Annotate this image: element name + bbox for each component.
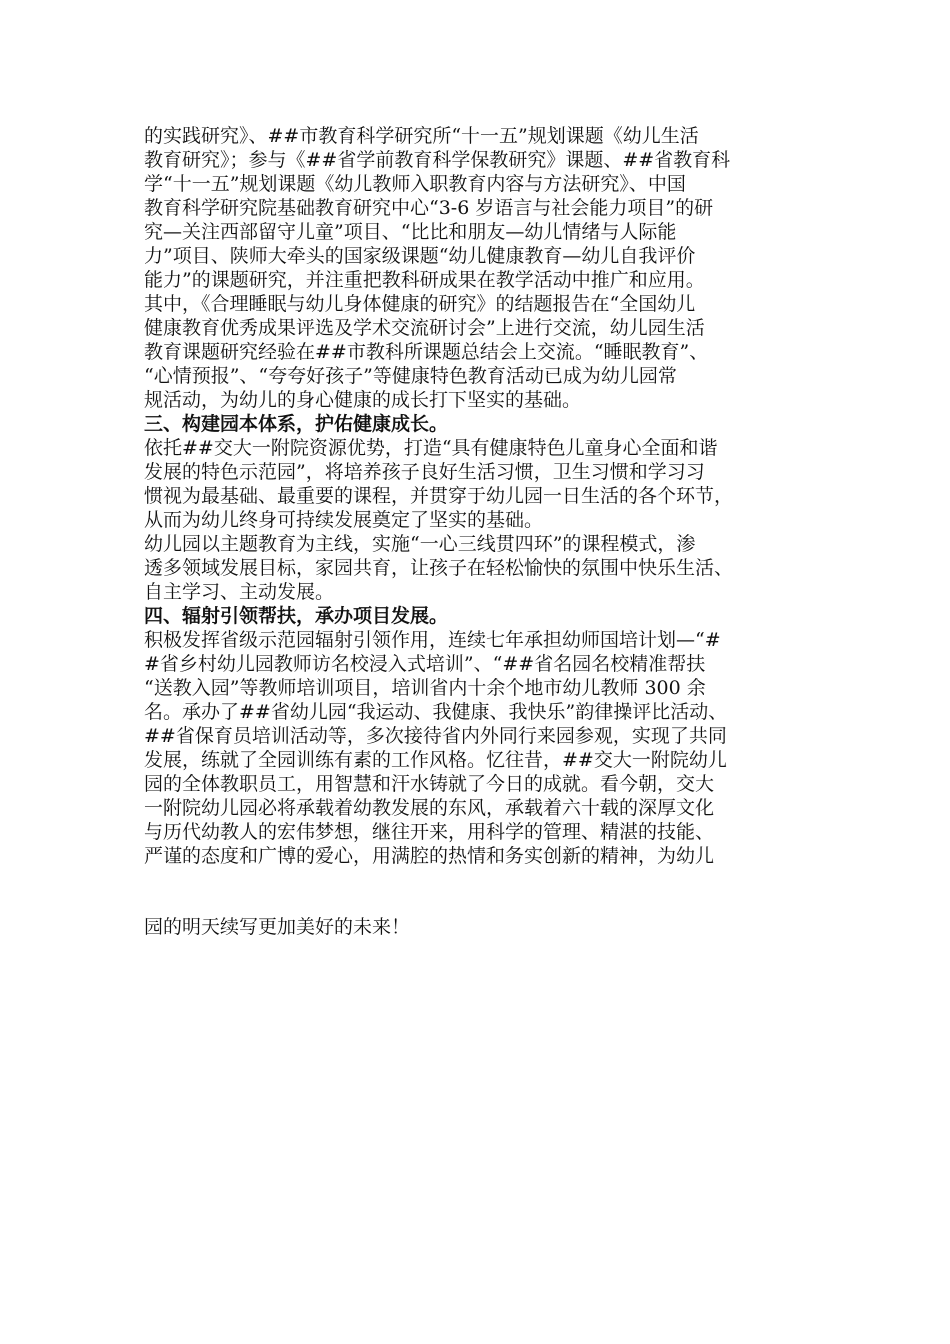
text-line: 力”项目、陕师大牵头的国家级课题“幼儿健康教育—幼儿自我评价 <box>144 245 696 267</box>
text-line: 教育科学研究院基础教育研究中心“3-6 岁语言与社会能力项目”的研 <box>144 197 714 219</box>
text-line: #省乡村幼儿园教师访名校浸入式培训”、“##省名园名校精准帮扶 <box>144 653 706 675</box>
text-line: 从而为幼儿终身可持续发展奠定了坚实的基础。 <box>144 509 544 531</box>
text-line: ##省保育员培训活动等，多次接待省内外同行来园参观，实现了共同 <box>144 725 727 747</box>
text-line: 名。承办了##省幼儿园“我运动、我健康、我快乐”韵律操评比活动、 <box>144 701 728 723</box>
text-line: 园的全体教职员工，用智慧和汗水铸就了今日的成就。看今朝，交大 <box>144 773 715 795</box>
closing-text <box>144 915 814 939</box>
body-text <box>144 124 814 868</box>
text-line: 学“十一五”规划课题《幼儿教师入职教育内容与方法研究》、中国 <box>144 173 686 195</box>
text-line: “送教入园”等教师培训项目，培训省内十余个地市幼儿教师 300 余 <box>144 677 706 699</box>
text-line: 幼儿园以主题教育为主线，实施“一心三线贯四环”的课程模式，渗 <box>144 533 696 555</box>
text-line: 惯视为最基础、最重要的课程，并贯穿于幼儿园一日生活的各个环节， <box>144 485 734 507</box>
section-heading: 四、辐射引领帮扶，承办项目发展。 <box>144 605 449 627</box>
text-line: 发展，练就了全园训练有素的工作风格。忆往昔，##交大一附院幼儿 <box>144 749 727 771</box>
text-line: 严谨的态度和广博的爱心，用满腔的热情和务实创新的精神，为幼儿 <box>144 845 715 867</box>
text-line: 规活动，为幼儿的身心健康的成长打下坚实的基础。 <box>144 389 582 411</box>
text-line: 教育课题研究经验在##市教科所课题总结会上交流。“睡眠教育”、 <box>144 341 709 363</box>
text-line: 一附院幼儿园必将承载着幼教发展的东风，承载着六十载的深厚文化 <box>144 797 715 819</box>
text-line: 教育研究》；参与《##省学前教育科学保教研究》课题、##省教育科 <box>144 149 731 171</box>
text-line: 能力”的课题研究，并注重把教科研成果在教学活动中推广和应用。 <box>144 269 705 291</box>
text-line: 其中，《合理睡眠与幼儿身体健康的研究》的结题报告在“全国幼儿 <box>144 293 696 315</box>
text-line: 究—关注西部留守儿童”项目、“比比和朋友—幼儿情绪与人际能 <box>144 221 677 243</box>
text-line: 依托##交大一附院资源优势，打造“具有健康特色儿童身心全面和谐 <box>144 437 718 459</box>
text-line: 健康教育优秀成果评选及学术交流研讨会”上进行交流，幼儿园生活 <box>144 317 705 339</box>
text-line: “心情预报”、“夸夸好孩子”等健康特色教育活动已成为幼儿园常 <box>144 365 677 387</box>
text-line: 自主学习、主动发展。 <box>144 581 335 603</box>
section-heading: 三、构建园本体系，护佑健康成长。 <box>144 413 449 435</box>
text-line: 透多领域发展目标，家园共育，让孩子在轻松愉快的氛围中快乐生活、 <box>144 557 734 579</box>
text-line: 的实践研究》、##市教育科学研究所“十一五”规划课题《幼儿生活 <box>144 125 699 147</box>
text-line: 与历代幼教人的宏伟梦想，继往开来，用科学的管理、精湛的技能、 <box>144 821 715 843</box>
text-line: 积极发挥省级示范园辐射引领作用，连续七年承担幼师国培计划—“# <box>144 629 721 651</box>
text-line: 发展的特色示范园”，将培养孩子良好生活习惯，卫生习惯和学习习 <box>144 461 705 483</box>
text-line: 园的明天续写更加美好的未来！ <box>144 916 411 938</box>
